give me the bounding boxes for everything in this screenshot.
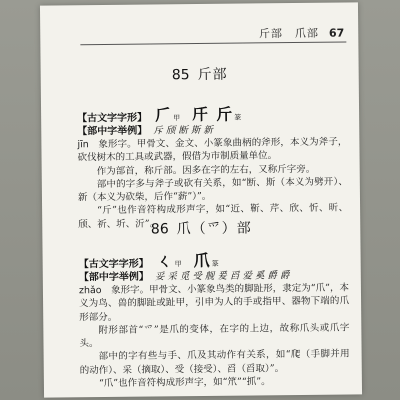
section-86-title: 爪（爫）部 [176,220,252,238]
seal-tag: 篆 [234,113,242,122]
section-86-examples [79,265,351,283]
paragraph: 部中的字多与斧子或砍有关系，如“断、斯（本义为劈开）、新（本义为砍柴，后作“薪”）”。 [77,176,348,204]
oracle-glyph: ㄑ [156,251,173,271]
paragraph: 作为部首，称斤部。因多在字的左右，又称斤字旁。 [96,163,316,177]
running-title: 斤部 爪部 [258,26,320,41]
example-characters: 斥 颀 断 斯 新 [153,124,213,137]
paragraph: zhǎo 象形字。甲骨文、小篆象鸟类的脚趾形，隶定为“爪”，本义为鸟、兽的脚趾或趾甲，引申为人的手或指甲、器物下端的爪形部分。 [78,282,350,323]
paragraph: 附形部首“爫”是爪的变体，在字的上边，故称爪头或爪字头。 [79,322,350,350]
oracle-glyph: 𠂆 [155,105,172,125]
ancient-forms-label: 【古文字字形】 [78,258,149,271]
examples-label: 【部中字举例】 [77,125,148,138]
section-85-number: 85 [171,67,190,84]
examples-label: 【部中字举例】 [78,271,149,284]
oracle-tag: 甲 [174,260,182,269]
pinyin: zhǎo [78,285,102,297]
seal-tag: 篆 [211,259,219,268]
bronze-glyph: 𣂑 [192,104,209,125]
pinyin: jīn [77,139,89,151]
paragraph: 部中的字有些与手、爪及其动作有关系，如“爬（手脚并用的动作）、采（摘取）、受（接受）、舀（舀取）”。 [79,348,350,377]
section-85-heading [41,62,359,85]
section-86-body [79,281,350,390]
paragraph: jīn 象形字。甲骨文、金文、小篆象曲柄的斧形，本义为斧子，砍伐树木的工具或武器，假借为市制质量单位。 [77,136,348,164]
page-number: 67 [328,26,345,40]
section-85-title: 斤部 [197,66,228,84]
ancient-forms-label: 【古文字字形】 [77,112,148,125]
seal-glyph: 爪 [193,250,210,271]
paragraph: “斤”也作音符构成形声字，如“近、靳、芹、欣、忻、昕、颀、祈、圻、沂”。 [78,202,349,231]
paragraph: “爪”也作音符构成形声字，如“笊”“抓”。 [98,376,271,390]
seal-glyph: 斤 [216,104,233,124]
section-85-examples [77,119,349,137]
book-page [40,2,362,397]
header-rule [80,41,346,45]
running-head [259,24,344,41]
example-characters: 妥 采 觅 受 舰 爰 舀 爱 奚 爵 爵 [154,270,290,283]
section-86-number: 86 [150,221,169,238]
section-86-heading [42,216,360,239]
oracle-tag: 甲 [173,114,181,123]
